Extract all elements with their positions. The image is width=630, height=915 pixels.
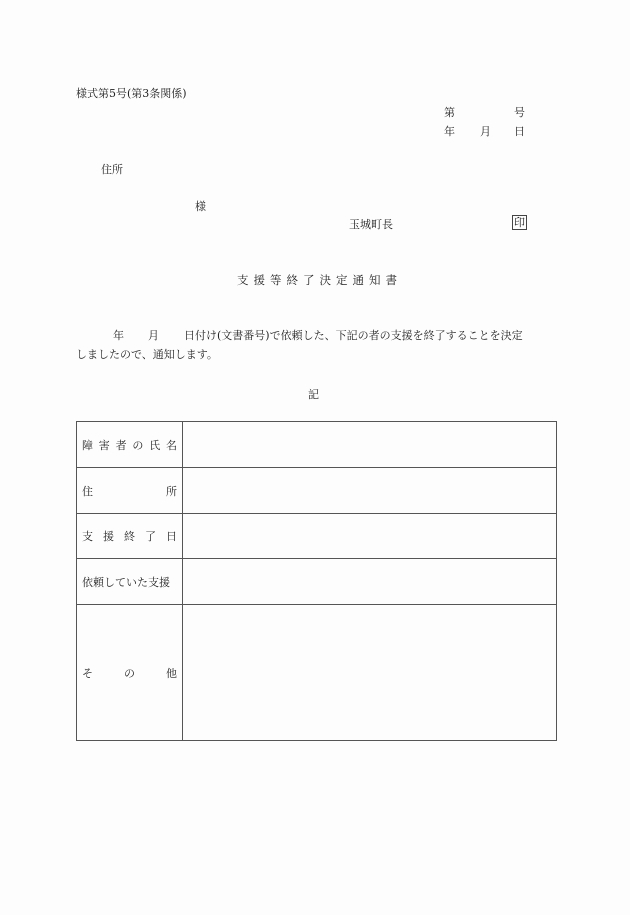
document-title: 支援等終了決定通知書 <box>237 273 402 287</box>
form-number: 様式第5号(第3条関係) <box>76 87 187 100</box>
body-line1: 日付け(文書番号)で依頼した、下記の者の支援を終了することを決定 <box>184 329 523 342</box>
label-address: 住 所 <box>77 468 183 514</box>
row-end-date <box>77 514 557 559</box>
recipient-honorific: 様 <box>195 200 206 213</box>
label-other: そ の 他 <box>77 605 183 741</box>
value-other[interactable] <box>183 605 557 741</box>
value-address[interactable] <box>183 468 557 514</box>
date-year: 年 <box>444 125 455 138</box>
label-end-date: 支 援 終 了 日 <box>77 514 183 559</box>
body-line2: しましたので、通知します。 <box>76 348 218 361</box>
date-day: 日 <box>514 125 525 138</box>
doc-number-prefix: 第 <box>444 106 455 119</box>
row-other <box>77 605 557 741</box>
body-month: 月 <box>148 329 159 342</box>
row-requested-support <box>77 559 557 605</box>
address-label: 住所 <box>101 163 123 176</box>
value-end-date[interactable] <box>183 514 557 559</box>
date-month: 月 <box>480 125 491 138</box>
label-person-name: 障 害 者 の 氏 名 <box>77 422 183 468</box>
row-name <box>77 422 557 468</box>
ki-label: 記 <box>308 388 319 401</box>
row-address <box>77 468 557 514</box>
value-requested-support[interactable] <box>183 559 557 605</box>
seal-mark: 印 <box>514 216 525 229</box>
value-person-name[interactable] <box>183 422 557 468</box>
sender-name: 玉城町長 <box>349 218 393 231</box>
body-year: 年 <box>113 329 124 342</box>
doc-number-suffix: 号 <box>514 106 525 119</box>
label-requested-support: 依頼していた支援 <box>77 559 183 605</box>
details-table <box>76 421 557 741</box>
